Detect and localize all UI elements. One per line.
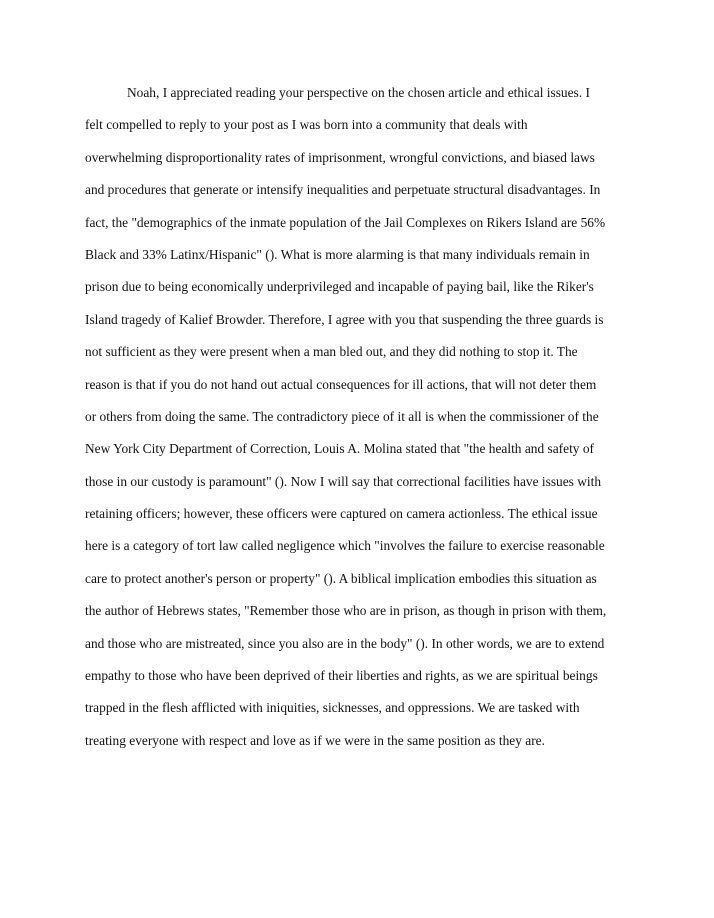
paragraph-line: or others from doing the same. The contradictory piece of it all is when the commissioner of the — [85, 408, 599, 424]
paragraph-line: and procedures that generate or intensify inequalities and perpetuate structural disadvantages. In — [85, 182, 601, 198]
paragraph-line: trapped in the flesh afflicted with iniquities, sicknesses, and oppressions. We are tasked with — [85, 700, 580, 716]
paragraph-line: New York City Department of Correction, Louis A. Molina stated that "the health and safety of — [85, 441, 594, 457]
paragraph-line: reason is that if you do not hand out actual consequences for ill actions, that will not deter them — [85, 376, 597, 392]
paragraph-line: treating everyone with respect and love as if we were in the same position as they are. — [85, 732, 545, 748]
paragraph-line: Noah, I appreciated reading your perspective on the chosen article and ethical issues. I — [127, 85, 590, 100]
body-paragraph — [85, 80, 645, 760]
paragraph-line: overwhelming disproportionality rates of imprisonment, wrongful convictions, and biased laws — [85, 149, 595, 165]
paragraph-line: retaining officers; however, these officers were captured on camera actionless. The ethical issue — [85, 506, 598, 522]
paragraph-line: prison due to being economically underprivileged and incapable of paying bail, like the Riker's — [85, 279, 594, 295]
paragraph-line: empathy to those who have been deprived of their liberties and rights, as we are spiritual beings — [85, 668, 598, 684]
paragraph-line: Black and 33% Latinx/Hispanic" (). What is more alarming is that many individuals remain in — [85, 246, 590, 262]
paragraph-line: those in our custody is paramount" (). Now I will say that correctional facilities have issues with — [85, 473, 602, 489]
paragraph-line: care to protect another's person or property" (). A biblical implication embodies this situation as — [85, 570, 597, 586]
paragraph-line: Island tragedy of Kalief Browder. Therefore, I agree with you that suspending the three guards is — [85, 311, 604, 327]
paragraph-line: felt compelled to reply to your post as I was born into a community that deals with — [85, 117, 528, 133]
paragraph-line: not sufficient as they were present when a man bled out, and they did nothing to stop it. The — [85, 344, 578, 360]
paragraph-line: and those who are mistreated, since you also are in the body" (). In other words, we are to extend — [85, 635, 605, 651]
paragraph-line: the author of Hebrews states, "Remember those who are in prison, as though in prison with them, — [85, 603, 607, 619]
paragraph-line: here is a category of tort law called negligence which "involves the failure to exercise reasonable — [85, 538, 605, 554]
paragraph-line: fact, the "demographics of the inmate population of the Jail Complexes on Rikers Island are 56% — [85, 214, 606, 230]
